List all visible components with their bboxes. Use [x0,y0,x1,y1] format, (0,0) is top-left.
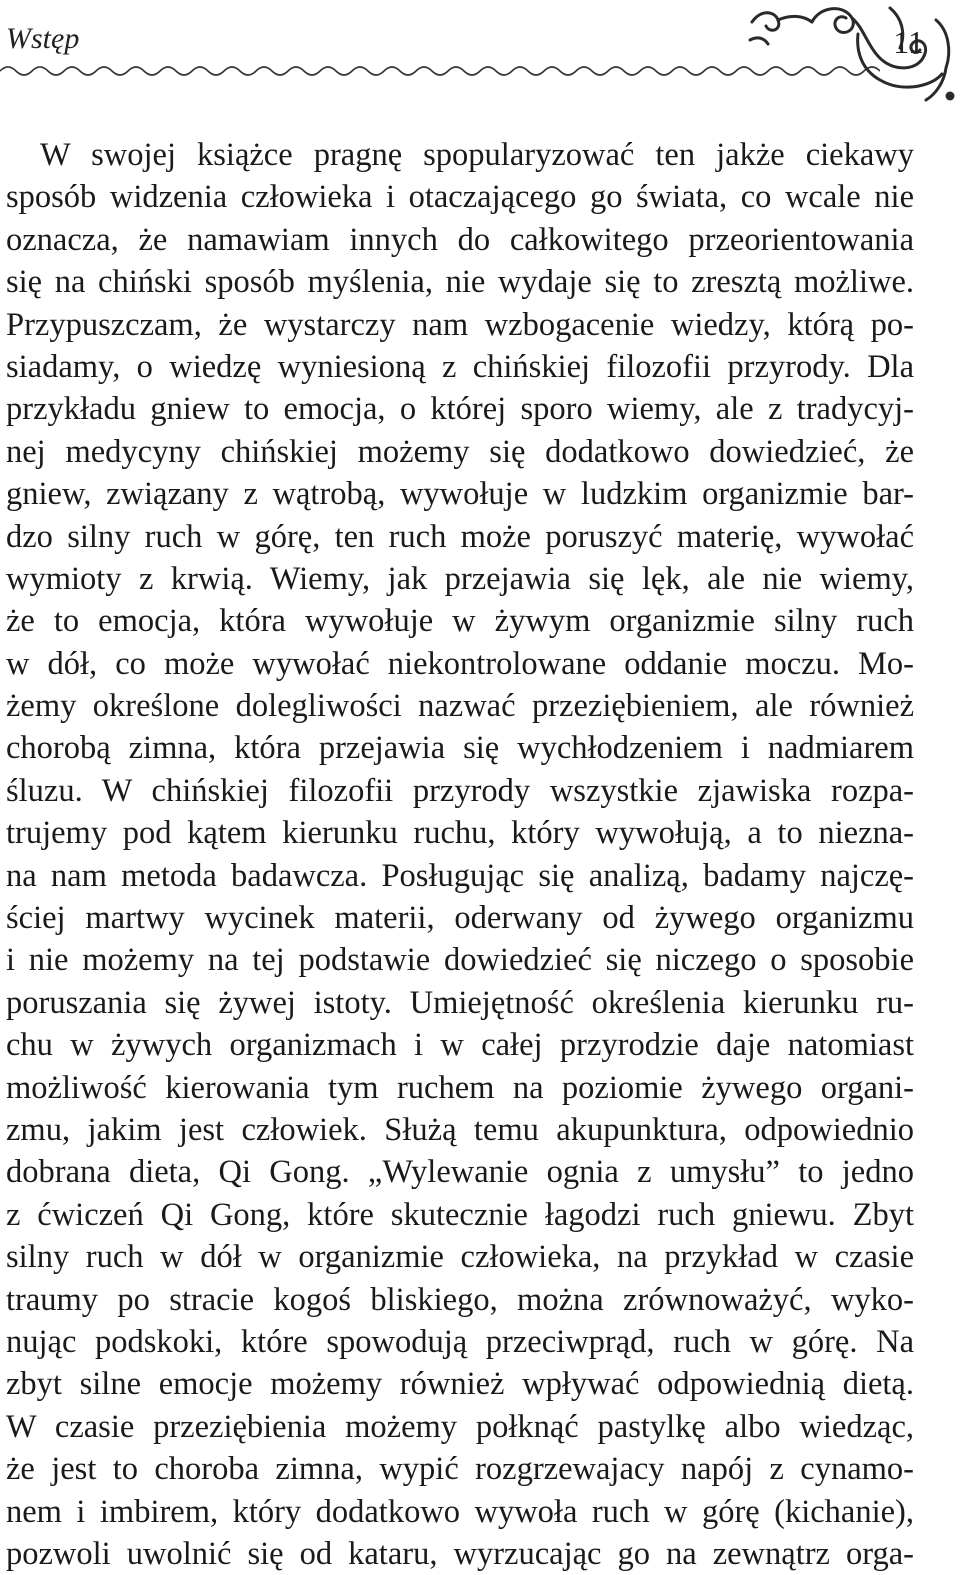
text-line: możliwość kierowania tym ruchem na poziomie żywego organi- [6,1069,914,1106]
text-line: gniew, związany z wątrobą, wywołuje w ludzkim organizmie bar- [6,476,914,513]
text-line: dobrana dieta, Qi Gong. „Wylewanie ognia z umysłu” to jedno [6,1154,914,1191]
section-title: Wstęp [6,22,80,55]
text-line: się na chiński sposób myślenia, nie wydaje się to zresztą możliwe. [6,264,914,301]
text-line: z ćwiczeń Qi Gong, które skutecznie łagodzi ruch gniewu. Zbyt [6,1196,914,1233]
text-line: w dół, co może wywołać niekontrolowane oddanie moczu. Mo- [6,645,914,682]
text-line: nując podskoki, które spowodują przeciwprąd, ruch w górę. Na [6,1323,914,1360]
text-line: silny ruch w dół w organizmie człowieka, na przykład w czasie [6,1239,914,1276]
page-number: 11 [893,24,924,60]
text-line: i nie możemy na tej podstawie dowiedzieć się niczego o sposobie [6,942,914,979]
text-line: pozwoli uwolnić się od kataru, wyrzucając go na zewnątrz orga- [6,1535,914,1572]
flourish-ornament-icon [740,0,960,110]
text-line: traumy po stracie kogoś bliskiego, można zrównoważyć, wyko- [6,1281,914,1318]
text-line: wymioty z krwią. Wiemy, jak przejawia się lęk, ale nie wiemy, [6,560,914,597]
text-line: przykładu gniew to emocja, o której sporo wiemy, ale z tradycyj- [6,391,914,428]
text-line: że to emocja, która wywołuje w żywym organizmie silny ruch [6,603,914,640]
text-line: zbyt silne emocje możemy również wpływać odpowiednią dietą. [6,1366,914,1403]
text-line: trujemy pod kątem kierunku ruchu, który wywołują, a to niezna- [6,815,914,852]
text-line: chu w żywych organizmach i w całej przyrodzie daje natomiast [6,1027,914,1064]
page-header [0,0,960,110]
text-line: oznacza, że namawiam innych do całkowitego przeorientowania [6,221,914,258]
text-line: siadamy, o wiedzę wyniesioną z chińskiej filozofii przyrody. Dla [6,348,914,385]
text-line: zmu, jakim jest człowiek. Służą temu akupunktura, odpowiednio [6,1111,914,1148]
text-line: sposób widzenia człowieka i otaczającego go świata, co wcale nie [6,179,914,216]
body-paragraph [6,134,914,1575]
text-line: na nam metoda badawcza. Posługując się analizą, badamy najczę- [6,857,914,894]
text-line: W czasie przeziębienia możemy połknąć pastylkę albo wiedząc, [6,1408,914,1445]
text-line: że jest to choroba zimna, wypić rozgrzewajacy napój z cynamo- [6,1451,914,1488]
text-line: poruszania się żywej istoty. Umiejętność określenia kierunku ru- [6,984,914,1021]
text-line: Przypuszczam, że wystarczy nam wzbogacenie wiedzy, którą po- [6,306,914,343]
text-line: żemy określone dolegliwości nazwać przeziębieniem, ale również [6,688,914,725]
text-line: śluzu. W chińskiej filozofii przyrody wszystkie zjawiska rozpa- [6,772,914,809]
text-line: ściej martwy wycinek materii, oderwany od żywego organizmu [6,900,914,937]
text-line: nej medycyny chińskiej możemy się dodatkowo dowiedzieć, że [6,433,914,470]
text-line: chorobą zimna, która przejawia się wychłodzeniem i nadmiarem [6,730,914,767]
text-line: W swojej książce pragnę spopularyzować ten jakże ciekawy [40,137,914,173]
text-line: nem i imbirem, który dodatkowo wywoła ruch w górę (kichanie), [6,1493,914,1530]
text-line: dzo silny ruch w górę, ten ruch może poruszyć materię, wywołać [6,518,914,555]
